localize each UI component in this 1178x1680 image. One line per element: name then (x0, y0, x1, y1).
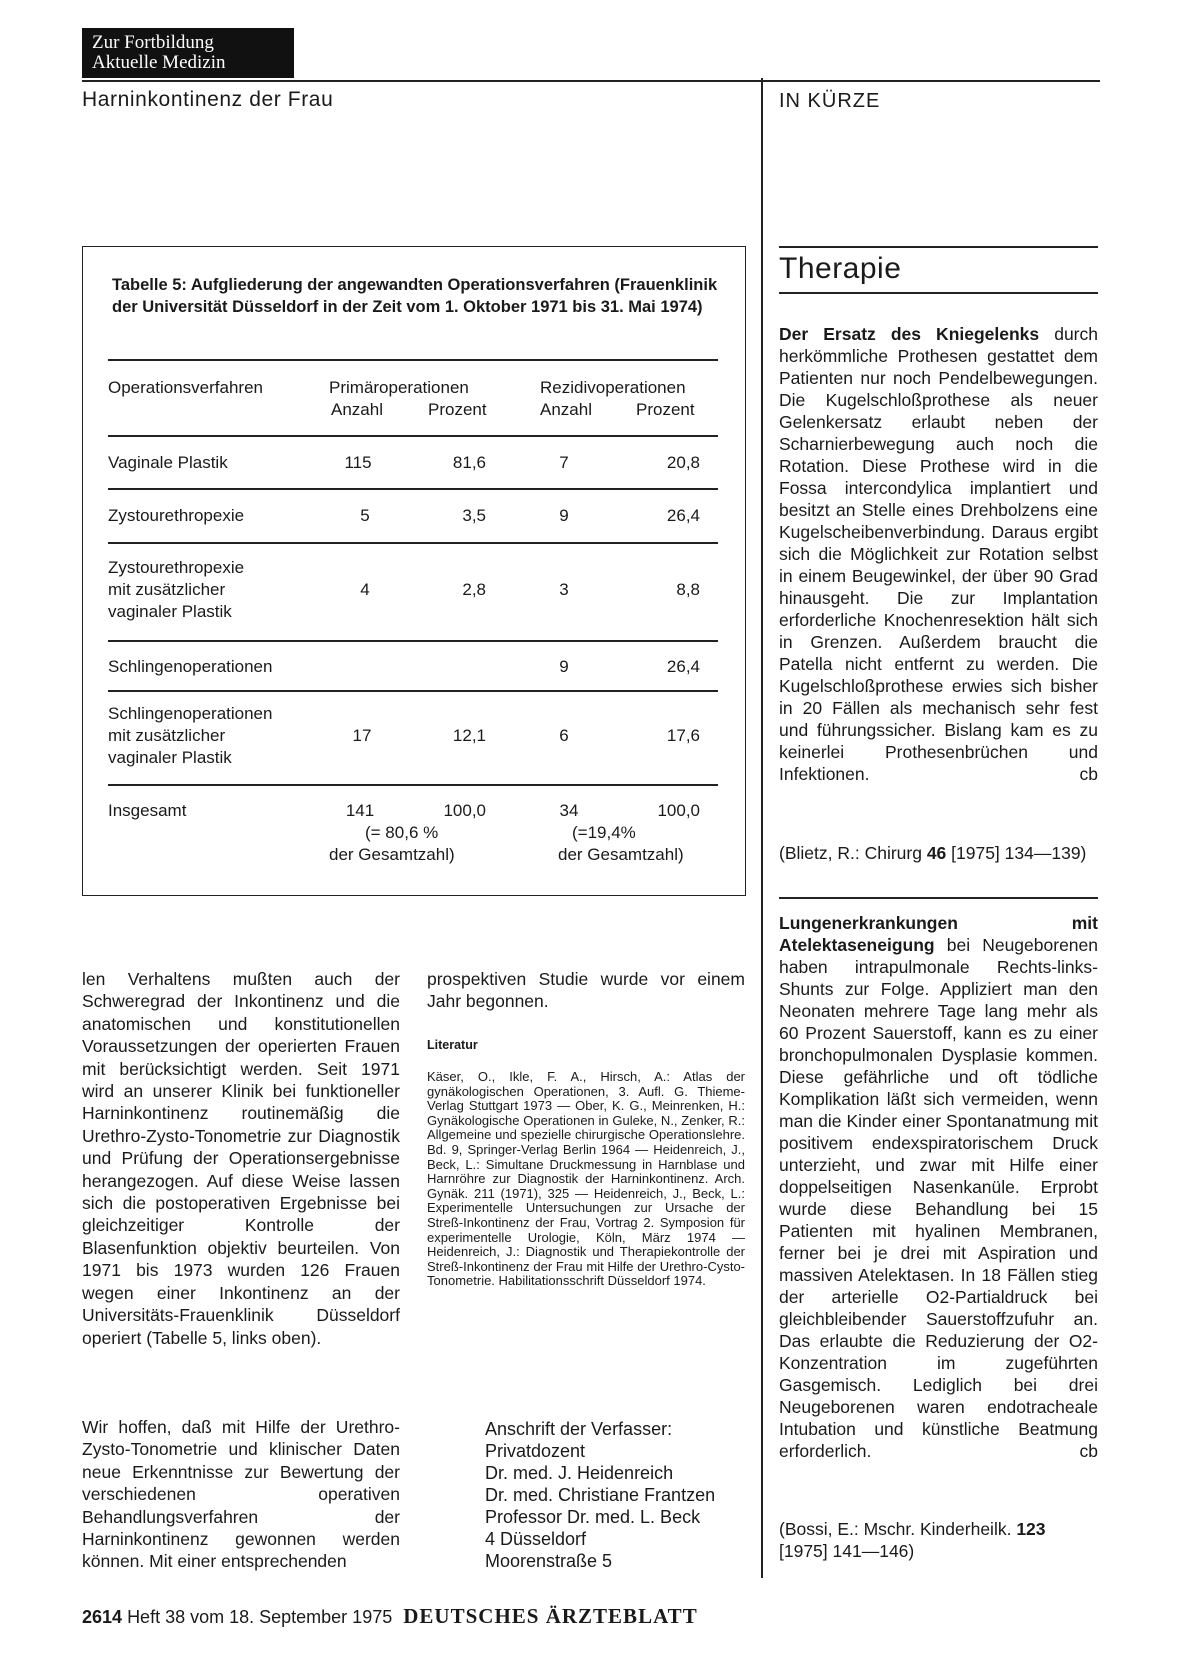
address-line: Dr. med. Christiane Frantzen (485, 1485, 716, 1505)
table-rule (108, 488, 718, 490)
journal-name: DEUTSCHES ÄRZTEBLATT (403, 1604, 698, 1628)
cell-primary-count: 115 (344, 453, 372, 472)
col-header-recurrent: Rezidivoperationen (540, 378, 686, 397)
article-1-lead: Der Ersatz des Kniegelenks (779, 324, 1040, 344)
total-recurrent-share: (=19,4% (572, 823, 636, 842)
row-label: vaginaler Plastik (108, 602, 232, 621)
ref-2-post: [1975] 141—146) (779, 1541, 915, 1561)
total-primary-share: (= 80,6 % (365, 823, 439, 842)
total-recurrent-count: 34 (559, 801, 579, 820)
cell-recurrent-percent: 8,8 (676, 580, 700, 599)
cell-primary-count: 17 (352, 726, 372, 745)
cell-recurrent-count: 9 (559, 506, 569, 525)
article-1-text: durch herkömmliche Prothesen gestattet dem Patienten nur noch Pendelbewegungen. Die Kugelschloßprothese als neuer Gelenkersatz erlaubt neben der Scharnierbewegung auch noch die Rotation. Diese Prothese wird in die Fossa intercondylica implantiert und besitzt an Stelle eines Drehbolzens eine Kugelscheibenverbindung. Daraus ergibt sich die Möglichkeit zur Rotation selbst in einem Beugewinkel, der über 90 Grad hinausgeht. Die zur Implantation erforderliche Knochenresektion hält sich in Grenzen. Außerdem braucht die Patella nicht entfernt zu werden. Die Kugelschloßprothese erwies sich bisher in 20 Fällen als mechanisch sehr fest und führungssicher. Bislang kam es zu keinerlei Prothesenbrüchen und Infektionen. (779, 324, 1098, 784)
cell-primary-percent: 2,8 (462, 580, 486, 599)
table-rule (108, 784, 718, 786)
row-label: Vaginale Plastik (108, 453, 228, 472)
total-share-suffix: der Gesamtzahl) (329, 845, 455, 864)
literature-heading: Literatur (427, 1038, 478, 1052)
table-caption: Tabelle 5: Aufgliederung der angewandten Operationsverfahren (Frauenklinik der Universität Düsseldorf in der Zeit vom 1. Oktober 1971 bis 31. Mai 1974) (112, 276, 718, 316)
table-rule (108, 542, 718, 544)
ref-2-pre: (Bossi, E.: Mschr. Kinderheilk. (779, 1519, 1017, 1539)
article-2-reference (779, 1518, 1098, 1562)
cell-primary-percent: 81,6 (452, 453, 486, 472)
cell-primary-count: 4 (360, 580, 370, 599)
issue-info: Heft 38 vom 18. September 1975 (127, 1607, 393, 1627)
cell-recurrent-percent: 26,4 (666, 506, 700, 525)
row-label: mit zusätzlicher (108, 726, 226, 745)
page-number: 2614 (82, 1607, 123, 1627)
total-primary-percent: 100,0 (443, 801, 486, 820)
cell-primary-count: 5 (360, 506, 370, 525)
column-divider (761, 78, 763, 1578)
ref-1-pre: (Blietz, R.: Chirurg (779, 843, 927, 863)
address-line: Dr. med. J. Heidenreich (485, 1463, 674, 1483)
row-label: Schlingenoperationen (108, 657, 273, 676)
col-header-primary: Primäroperationen (329, 378, 469, 397)
cell-recurrent-percent: 26,4 (666, 657, 700, 676)
running-title: Harninkontinenz der Frau (82, 88, 334, 111)
cell-recurrent-percent: 20,8 (666, 453, 700, 472)
cell-recurrent-percent: 17,6 (666, 726, 700, 745)
body-col2-paragraph-1: prospektiven Studie wurde vor einem Jahr begonnen. (427, 969, 745, 1012)
sidebar-article-1 (779, 323, 1098, 785)
article-1-signature: cb (1079, 764, 1098, 784)
author-address (485, 1418, 755, 1572)
total-share-suffix: der Gesamtzahl) (558, 845, 684, 864)
total-label: Insgesamt (108, 801, 187, 820)
page-footer (82, 1604, 698, 1629)
row-label: Zystourethropexie (108, 506, 245, 525)
ref-1-volume: 46 (926, 843, 947, 863)
sidebar-rule (779, 897, 1098, 899)
cell-primary-percent: 3,5 (462, 506, 486, 525)
address-line: 4 Düsseldorf (485, 1529, 587, 1549)
row-label: mit zusätzlicher (108, 580, 226, 599)
article-1-reference (779, 842, 1098, 864)
header-rule (82, 80, 1100, 82)
sidebar-article-2 (779, 912, 1098, 1462)
article-2-signature: cb (1079, 1441, 1098, 1461)
literature-list: Käser, O., Ikle, F. A., Hirsch, A.: Atlas der gynäkologischen Operationen, 3. Aufl. G. Thieme-Verlag Stuttgart 1973 — Ober, K. G., Meinrenken, H.: Gynäkologische Operationen in Guleke, N., Zenker, R.: Allgemeine und spezielle chirurgische Operationslehre. Bd. 9, Springer-Verlag Berlin 1964 — Heidenreich, J., Beck, L.: Simultane Druckmessung in Harnblase und Harnröhre zur Diagnostik der Harninkontinenz. Arch. Gynäk. 211 (1971), 325 — Heidenreich, J., Beck, L.: Experimentelle Untersuchungen zur Ursache der Streß-Inkontinenz der Frau, Vortrag 2. Symposion für experimentelle Urologie, Köln, März 1974 — Heidenreich, J.: Diagnostik und Therapiekontrolle der Streß-Inkontinenz der Frau mit Hilfe der Urethro-Cysto-Tonometrie. Habilitationsschrift Düsseldorf 1974. (427, 1069, 745, 1289)
sidebar-rule (779, 292, 1098, 294)
sub-header-count: Anzahl (540, 400, 592, 419)
address-line: Privatdozent (485, 1441, 586, 1461)
sub-header-percent: Prozent (428, 400, 487, 419)
address-line: Anschrift der Verfasser: (485, 1419, 673, 1439)
cell-recurrent-count: 7 (559, 453, 569, 472)
table-rule (108, 435, 718, 437)
row-label: Zystourethropexie (108, 558, 245, 577)
address-line: Professor Dr. med. L. Beck (485, 1507, 701, 1527)
ref-1-post: [1975] 134—139) (946, 843, 1087, 863)
cell-recurrent-count: 3 (559, 580, 569, 599)
table-rule (108, 690, 718, 692)
col-header-method: Operationsverfahren (108, 378, 263, 397)
ref-2-volume: 123 (1016, 1519, 1046, 1539)
body-col1-paragraph-2: Wir hoffen, daß mit Hilfe der Urethro-Zysto-Tonometrie und klinischer Daten neue Erkenntnisse zur Bewertung der verschiedenen operativen Behandlungsverfahren der Harninkontinenz gewonnen werden können. Mit einer entsprechenden (82, 1417, 400, 1572)
sub-header-percent: Prozent (636, 400, 695, 419)
row-label: vaginaler Plastik (108, 748, 232, 767)
sidebar-rule (779, 246, 1098, 248)
body-col1-paragraph-1: len Verhaltens mußten auch der Schweregrad der Inkontinenz und die anatomischen und konstitutionellen Voraussetzungen der operierten Frauen mit berücksichtigt werden. Seit 1971 wird an unserer Klinik bei funktioneller Harninkontinenz routinemäßig die Urethro-Zysto-Tonometrie zur Diagnostik und Prüfung der Operationsergebnisse herangezogen. Auf diese Weise lassen sich die postoperativen Ergebnisse bei gleichzeitiger Kontrolle der Blasenfunktion objektiv beurteilen. Von 1971 bis 1973 wurden 126 Frauen wegen einer Inkontinenz an der Universitäts-Frauenklinik Düsseldorf operiert (Tabelle 5, links oben). (82, 969, 400, 1348)
table-rule (108, 640, 718, 642)
row-label: Schlingenoperationen (108, 704, 273, 723)
section-badge (82, 28, 294, 78)
table-rule (108, 359, 718, 361)
cell-recurrent-count: 9 (559, 657, 569, 676)
article-2-lead: Lungenerkrankungen mit Atelektaseneigung (779, 913, 1098, 955)
cell-primary-percent: 12,1 (452, 726, 486, 745)
article-2-text: bei Neugeborenen haben intrapulmonale Rechts-links-Shunts zur Folge. Appliziert man den Neonaten mehrere Tage lang mehr als 60 Prozent Sauerstoff, kann es zu einer bronchopulmonalen Dysplasie kommen. Diese gefährliche und oft tödliche Komplikation läßt sich vermeiden, wenn man die Kinder einer Spontanatmung mit positivem endexspiratorischem Druck unterzieht, und zwar mit Hilfe einer doppelseitigen Nasenkanüle. Erprobt wurde diese Behandlung bei 15 Patienten mit hyalinen Membranen, ferner bei je drei mit Aspiration und massiven Atelektasen. In 18 Fällen stieg der arterielle O2-Partialdruck bei gleichbleibender Sauerstoffzufuhr an. Das erlaubte die Reduzierung der O2-Konzentration im zugeführten Gasgemisch. Lediglich bei drei Neugeborenen waren endotracheale Intubation und künstliche Beatmung erforderlich. (779, 935, 1098, 1461)
cell-recurrent-count: 6 (559, 726, 569, 745)
sidebar-heading: Therapie (779, 252, 902, 285)
total-primary-count: 141 (345, 801, 375, 820)
badge-line-1: Zur Fortbildung (92, 32, 214, 53)
sidebar-section-title: IN KÜRZE (779, 90, 881, 112)
address-line: Moorenstraße 5 (485, 1551, 613, 1571)
total-recurrent-percent: 100,0 (657, 801, 700, 820)
sub-header-count: Anzahl (331, 400, 383, 419)
badge-line-2: Aktuelle Medizin (92, 52, 226, 73)
